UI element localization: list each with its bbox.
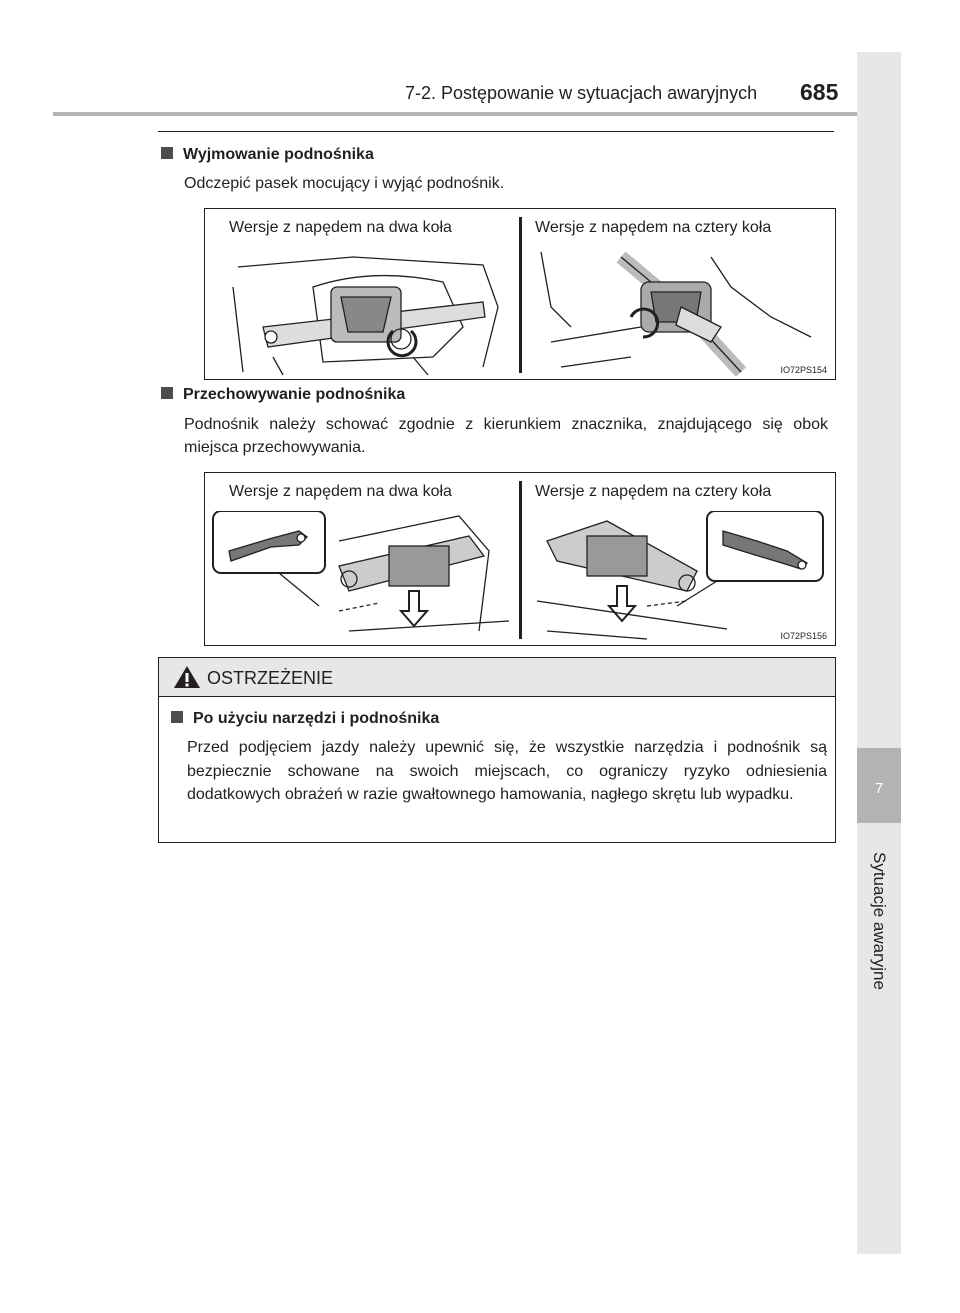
page-number: 685 bbox=[800, 79, 839, 105]
figure-caption-4wd: Wersje z napędem na cztery koła bbox=[535, 483, 772, 500]
chapter-side-tab bbox=[857, 52, 901, 1254]
bullet-square-icon bbox=[161, 387, 173, 399]
figure-code: IO72PS156 bbox=[780, 631, 827, 641]
section-text: Odczepić pasek mocujący i wyjąć podnośnik. bbox=[184, 175, 505, 192]
figure-caption-2wd: Wersje z napędem na dwa koła bbox=[229, 483, 452, 500]
figure-code: IO72PS154 bbox=[780, 365, 827, 375]
chapter-number: 7 bbox=[874, 780, 884, 797]
figure-caption-2wd: Wersje z napędem na dwa koła bbox=[229, 219, 452, 236]
jack-storage-illustration-2wd bbox=[209, 511, 514, 641]
warning-text: Przed podjęciem jazdy należy upewnić się, że wszystkie narzędzia i podnośnik są bezpiecznie schowane na swoich miejscach, co ograniczy ryzyko odniesienia dodatkowych obrażeń w razie gwałtownego hamowania, nagłego skrętu lub wypadku. bbox=[187, 739, 827, 803]
warning-label: OSTRZEŻENIE bbox=[207, 668, 334, 688]
jack-removal-illustration-4wd bbox=[531, 247, 821, 377]
chapter-title bbox=[857, 852, 901, 1052]
bullet-square-icon bbox=[171, 711, 183, 723]
warning-header bbox=[159, 658, 835, 697]
bullet-square-icon bbox=[161, 147, 173, 159]
warning-box bbox=[158, 657, 836, 843]
figure-divider bbox=[519, 481, 522, 639]
chapter-title-text: Sytuacje awaryjne bbox=[870, 852, 889, 990]
running-header: 7-2. Postępowanie w sytuacjach awaryjnych bbox=[405, 83, 758, 103]
figure-caption-4wd: Wersje z napędem na cztery koła bbox=[535, 219, 772, 236]
figure-remove-jack bbox=[204, 208, 836, 380]
jack-removal-illustration-2wd bbox=[213, 247, 513, 377]
section-text: Podnośnik należy schować zgodnie z kierunkiem znacznika, znajdującego się obok miejsca przechowywania. bbox=[184, 416, 828, 456]
figure-store-jack bbox=[204, 472, 836, 646]
section-heading: Przechowywanie podnośnika bbox=[161, 386, 405, 404]
warning-triangle-icon bbox=[173, 665, 201, 689]
figure-divider bbox=[519, 217, 522, 373]
warning-heading: Po użyciu narzędzi i podnośnika bbox=[171, 710, 439, 728]
top-rule bbox=[158, 131, 834, 132]
jack-storage-illustration-4wd bbox=[527, 511, 827, 641]
header-divider bbox=[53, 112, 857, 116]
section-heading: Wyjmowanie podnośnika bbox=[161, 146, 374, 164]
